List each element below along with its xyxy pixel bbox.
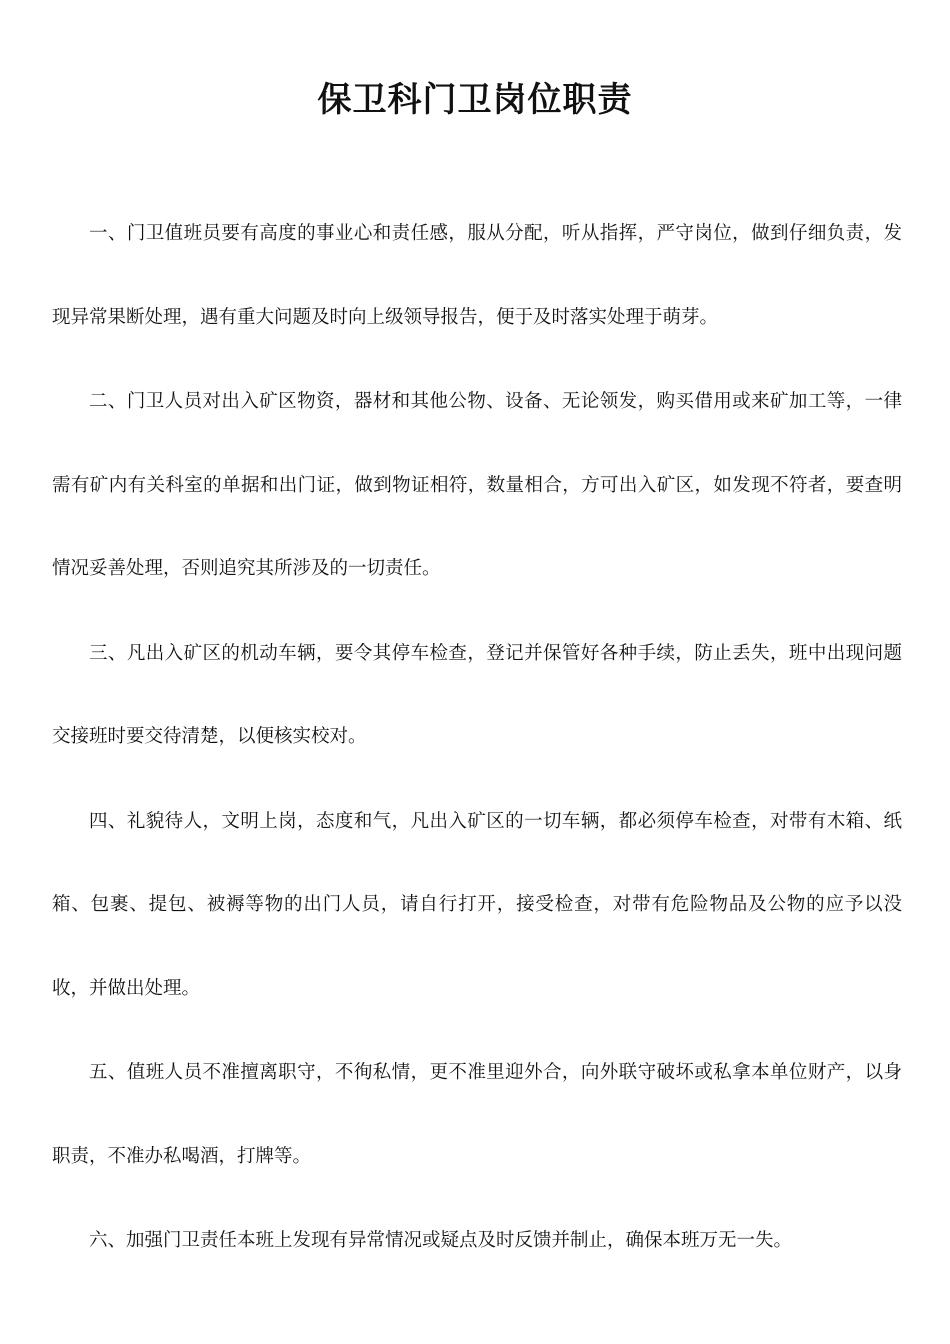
paragraph-6: 六、加强门卫责任本班上发现有异常情况或疑点及时反馈并制止，确保本班万无一失。 [89,1230,793,1251]
paragraph-2: 二、门卫人员对出入矿区物资，器材和其他公物、设备、无论领发，购买借用或来矿加工等，一律需有矿内有关科室的单据和出门证，做到物证相符，数量相合，方可出入矿区，如发现不符者，要查明情况妥善处理，否则追究其所涉及的一切责任。 [52,391,902,579]
paragraph-1: 一、门卫值班员要有高度的事业心和责任感，服从分配，听从指挥，严守岗位，做到仔细负责，发现异常果断处理，遇有重大问题及时向上级领导报告，便于及时落实处理于萌芽。 [52,223,902,328]
paragraph-3: 三、凡出入矿区的机动车辆，要令其停车检查，登记并保管好各种手续，防止丢失，班中出现问题交接班时要交待清楚，以便核实校对。 [52,642,902,747]
document-body [52,192,902,1284]
document-title: 保卫科门卫岗位职责 [317,80,633,120]
paragraph-5: 五、值班人员不准擅离职守，不徇私情，更不准里迎外合，向外联守破坏或私拿本单位财产，以身职责，不准办私喝酒，打牌等。 [52,1062,902,1167]
paragraph-4: 四、礼貌待人，文明上岗，态度和气，凡出入矿区的一切车辆，都必须停车检查，对带有木箱、纸箱、包裹、提包、被褥等物的出门人员，请自行打开，接受检查，对带有危险物品及公物的应予以没收，并做出处理。 [52,810,902,999]
